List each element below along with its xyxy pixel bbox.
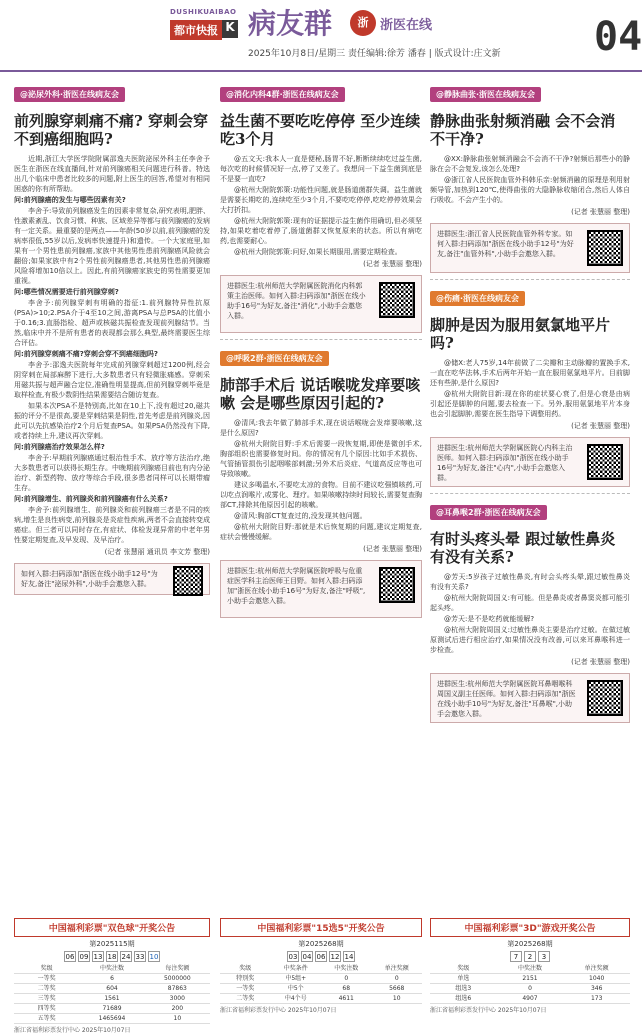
lottery-15-choose-5 [220,918,422,1015]
article-vascular [430,82,630,723]
article-paragraph: 建议多喝温水,不要吃太凉的食物。目前不建议吃强镇咳药,可以吃点润喉片,或雾化、理疗。如果咳嗽持续时间较长,需要复查胸部CT,排除其他原因引起的咳嗽。 [220,481,422,509]
table-row: 组选6 4907 173 [430,994,630,1004]
article-paragraph: @杭州大附院周国义:有可能。但是鼻炎或者鼻窦炎都可能引起头疼。 [430,594,630,612]
lottery-number: 3 [538,951,550,962]
promo-text: 进群医生:杭州师范大学附属医院心内科主治医师。如何入群:扫码添加"浙医在线小助手16号"为好友,备注"心内",小助手会邀您入群。 [437,444,573,482]
byline: (记者 张慧丽 整理) [571,422,630,430]
table-row: 二等奖 604 87863 [14,984,210,994]
table-row: 一等奖 6 5000000 [14,974,210,984]
byline: (记者 张慧丽 整理) [571,658,630,666]
lottery-numbers [220,951,422,962]
article-paragraph: @杭州大附院目野:那就是术后恢复期的问题,建议定期复查,症状会慢慢缓解。 [220,523,422,541]
lottery-number: 13 [93,953,103,961]
lottery-title: 中国福利彩票"15选5"开奖公告 [220,918,422,937]
question: 问:前列腺穿刺痛不痛?穿刺会穿不到癌细胞吗? [14,350,158,358]
join-group-promo [430,673,630,723]
table-row: 奖级 中奖注数 单注奖额 [430,964,630,974]
promo-text: 进群医生:浙江省人民医院血管外科专家。如何入群:扫码添加"浙医在线小助手12号"为好友,备注"血管外科",小助手会邀您入群。 [437,230,574,258]
lottery-numbers [14,951,210,962]
lottery-title: 中国福利彩票"双色球"开奖公告 [14,918,210,937]
article-paragraph: @杭州大附院郭策:现有的证据提示益生菌作用确切,但必须坚持,如果吃着吃着停了,肠道菌群又恢复原来的状态。所以有病吃药,也需要耐心。 [220,217,422,245]
question: 问:前列腺增生、前列腺炎和前列腺癌有什么关系? [14,495,168,503]
table-row: 奖级 中奖注数 每注奖额 [14,964,210,974]
table-row: 特别奖 中5组+ 0 0 [220,974,422,984]
promo-text: 进群医生:杭州师范大学附属医院消化内科郭策主治医师。如何入群:扫码添加"浙医在线小助手16号"为好友,备注"消化",小助手会邀您入群。 [227,282,366,320]
page-number: 04 [594,14,642,60]
brand-cn: 都市快报 [170,20,222,40]
lottery-number: 2 [524,951,536,962]
qr-code-icon[interactable] [587,230,623,266]
lottery-3d [430,918,630,1015]
dateline: 2025年10月8日/星期三 责任编辑:徐芳 潘春 | 版式设计:庄文新 [248,49,501,59]
masthead [0,0,642,72]
logo-badge-icon: 浙 [350,10,376,36]
article-tag: @泌尿外科·浙医在线病友会 [14,87,125,102]
lottery-issue: 第2025115期 [89,940,135,948]
article-paragraph: 李舍予:前列腺增生、前列腺炎和前列腺癌三者是不同的疾病,增生是良性病变,前列腺炎是炎症性疾病,两者不会直接转变成癌症。但三者可以同时存在,有症状、体检发现异常的中老年男性要定期复查,及早发现、及早治疗。 [14,506,210,544]
join-group-promo [220,275,422,333]
divider [430,493,630,494]
table-row: 奖级 中奖条件 中奖注数 单注奖额 [220,964,422,974]
question: 问:前列腺癌治疗效果怎么样? [14,443,105,451]
table-row: 一等奖 中5个 68 5668 [220,984,422,994]
question: 问:前列腺癌的发生与哪些因素有关? [14,196,126,204]
article-paragraph: @五文天:我本人一直是便秘,肠胃不好,断断续续吃过益生菌,每次吃的时候情况好一点,停了又差了。我想问一下益生菌到底是不是要一直吃? [220,155,422,183]
lottery-number: 24 [121,953,131,961]
article-paragraph: @清风:胸部CT复查过的,没发现其他问题。 [234,512,367,520]
divider [430,279,630,280]
join-group-promo [14,563,210,595]
join-group-promo [430,223,630,273]
qr-code-icon[interactable] [379,282,415,318]
lottery-number: 06 [316,953,326,961]
article-paragraph: @杭州大附院目新:现在你的症状要心衰了,但是心衰是由病引起还是脚肿的问题,要去检查一下。另外,服用氨氯地平片本身也会引起脚肿,需要在医生指导下调整用药。 [430,390,630,418]
table-row: 单选 2151 1040 [430,974,630,984]
promo-text: 进群医生:杭州师范大学附属医院耳鼻咽喉科周国义副主任医师。如何入群:扫码添加"浙医在线小助手10号"为好友,备注"耳鼻喉",小助手会邀您入群。 [437,680,576,718]
article-tag: @呼吸2群·浙医在线病友会 [220,351,329,366]
article-paragraph: @浙江省人民医院血管外科韩乐亲:射频消融的原理是利用射频导管,加热到120℃,使得曲张的大隐静脉收缩闭合,然后人体自行吸收。不会产生小的。 [430,176,630,204]
lottery-number: 03 [288,953,298,961]
article-title: 静脉曲张射频消融 会不会消不干净? [430,112,616,148]
lottery-number: 04 [302,953,312,961]
byline: (记者 张慧丽 通讯员 李文芳 整理) [104,548,210,556]
lottery-number: 33 [135,953,145,961]
article-title: 肺部手术后 说话喉咙发痒要咳嗽 会是哪些原因引起的? [220,376,421,412]
article-paragraph: @杭州大附院目野:手术后需要一段恢复期,即使是微创手术,胸部组织也需要修复时间。你的情况有几个原因:比如手术损伤、气管插管损伤引起咽喉部刺激;另外术后炎症、气道高反应等也可导致咳嗽。 [220,440,422,478]
lottery-number: 06 [65,953,75,961]
lottery-issue: 第2025268期 [507,940,553,948]
article-title: 益生菌不要吃吃停停 至少连续吃3个月 [220,112,421,148]
article-paragraph: @XX:静脉曲张射频消融会不会消不干净?射频后那些小的静脉在会不会复发,该怎么处理? [430,155,630,173]
article-paragraph: 如果本次PSA不是特别高,比如在10上下,没有超过20,磁共振的评分不是很高,要是穿刺结果是阴性,首先考虑是前列腺炎,因此可以先抗感染治疗2个月后复查PSA。如果PSA仍然没有下降,或者持续上升,建议再次穿刺。 [14,402,210,440]
lottery-double-color-ball [14,918,210,1035]
article-paragraph: @储X:老人75岁,14年前做了二尖瓣和主动脉瓣的置换手术,一直在吃华法林,手术后两年开始一直在服用氨氯地平片。目前脚还有些肿,是什么原因? [430,359,630,387]
qr-code-icon[interactable] [173,566,203,596]
lottery-title: 中国福利彩票"3D"游戏开奖公告 [430,918,630,937]
lottery-numbers [430,951,630,962]
article-paragraph: @杭州大附院周国义:过敏性鼻炎主要是治疗过敏。在做过敏原测试后进行相应治疗,如果情况没有改善,可以来耳鼻喉科进一步检查。 [430,626,630,654]
article-paragraph: @芳天:是不是吃药就能缓解? [444,615,535,623]
join-group-promo [220,560,422,618]
question: 问:哪些情况需要进行前列腺穿刺? [14,288,119,296]
article-paragraph: @清风:我去年做了肺部手术,现在说话喉咙会发痒要咳嗽,这是什么原因? [220,419,422,437]
article-tag: @伤痛·浙医在线病友会 [430,291,525,306]
lottery-number: 14 [344,953,354,961]
qr-code-icon[interactable] [587,444,623,480]
article-title: 有时头疼头晕 跟过敏性鼻炎有没有关系? [430,530,616,566]
article-paragraph: 李舍予:邵逸夫医院每年完成前列腺穿刺超过1200例,经会阴穿刺在局部麻醉下进行,大多数患者只有轻微胀痛感。穿刺采用磁共振与超声融合定位,准确性明显提高,但前列腺穿刺毕竟是取样检查,有极少数阴性结果需要结合随访复查。 [14,361,210,399]
brand [170,8,240,40]
byline: (记者 张慧丽 整理) [571,208,630,216]
lottery-footer: 浙江省福利彩票发行中心 2025年10月07日 [220,1007,337,1014]
lottery-number: 09 [79,953,89,961]
article-paragraph: 李舍予:前列腺穿刺有明确的指征:1.前列腺特异性抗原(PSA)>10;2.PSA介于4至10之间,游离PSA与总PSA的比值小于0.16;3.直肠指检、超声或核磁共振检查发现前列腺结节。当然,临床中并不是所有患者的表现都会那么典型,最终需要医生综合评估。 [14,299,210,347]
table-row: 四等奖 71689 200 [14,1004,210,1014]
article-paragraph: @杭州大附院郭策:功能性问题,就是肠道菌群失调。益生菌就是需要长期吃的,连续吃至少3个月,不要吃吃停停,吃吃停停效果会大打折扣。 [220,186,422,214]
lottery-issue: 第2025268期 [298,940,344,948]
table-row: 二等奖 中4个号 4611 10 [220,994,422,1004]
lottery-number: 18 [107,953,117,961]
logo-text: 浙医在线 [380,18,433,33]
article-paragraph: 近期,浙江大学医学院附属邵逸夫医院泌尿外科主任李舍予医生在浙医在线直播间,针对前列腺癌相关问题进行科普。特选出几个临床中患者比较多的问题,附上医生的回答,希望对有相同困惑的你有所帮助。 [14,155,210,193]
promo-text: 如何入群:扫码添加"浙医在线小助手12号"为好友,备注"泌尿外科",小助手会邀您入群。 [21,570,158,588]
article-title: 脚肿是因为服用氨氯地平片吗? [430,316,611,352]
article-tag: @静脉曲张·浙医在线病友会 [430,87,541,102]
join-group-promo [430,437,630,487]
article-paragraph: @芳天:5岁孩子过敏性鼻炎,有时会头疼头晕,跟过敏性鼻炎有没有关系? [430,573,630,591]
qr-code-icon[interactable] [379,567,415,603]
article-urology [14,82,210,595]
article-paragraph: @杭州大附院郭策:问好,如果长期服用,需要定期检查。 [234,248,402,256]
article-tag: @耳鼻喉2群·浙医在线病友会 [430,505,547,520]
lottery-number-blue: 10 [149,953,159,961]
byline: (记者 张慧丽 整理) [363,260,422,268]
byline: (记者 张慧丽 整理) [363,545,422,553]
article-paragraph: 李舍予:导致前列腺癌发生的因素非常复杂,研究表明,肥胖、性激素紊乱、饮食习惯、种族、区域差异等都与前列腺癌的发病有一定关系。最重要的是两点——年龄(50岁以前,前列腺癌的发病率很低,55岁以后,发病率快速提升)和遗传。一个大家庭里,如果有一个男性患前列腺癌,家族中其他男性患前列腺癌风险就会翻倍;如果家族中有2个男性前列腺癌患者,其他男性患前列腺癌风险将增加10倍以上。因此,有前列腺癌家族史的男性需要更加重视。 [14,207,210,285]
qr-code-icon[interactable] [587,680,623,716]
lottery-number: 7 [510,951,522,962]
lottery-footer: 浙江省福利彩票发行中心 2025年10月07日 [430,1007,547,1014]
table-row: 三等奖 1561 3000 [14,994,210,1004]
promo-text: 进群医生:杭州师范大学附属医院呼吸与危重症医学科主治医师王目野。如何入群:扫码添加"浙医在线小助手16号"为好友,备注"呼吸",小助手会邀您入群。 [227,567,366,605]
table-row: 组选3 0 346 [430,984,630,994]
lottery-number: 12 [330,953,340,961]
article-tag: @消化内科4群·浙医在线病友会 [220,87,345,102]
article-gastro [220,82,422,618]
lottery-footer: 浙江省福利彩票发行中心 2025年10月07日 [14,1027,131,1034]
table-row: 五等奖 1465694 10 [14,1014,210,1024]
divider [220,339,422,340]
section-title: 病友群 [248,7,333,40]
brand-en: DUSHIKUAIBAO [170,8,237,16]
article-paragraph: 李舍予:早期前列腺癌通过根治性手术、放疗等方法治疗,绝大多数患者可以获得长期生存。中晚期前列腺癌目前也有内分泌治疗、新型药物、放疗等综合手段,很多患者同样可以长期带瘤生存。 [14,454,210,492]
brand-k-icon: K [222,20,238,38]
article-title: 前列腺穿刺痛不痛? 穿刺会穿不到癌细胞吗? [14,112,209,148]
